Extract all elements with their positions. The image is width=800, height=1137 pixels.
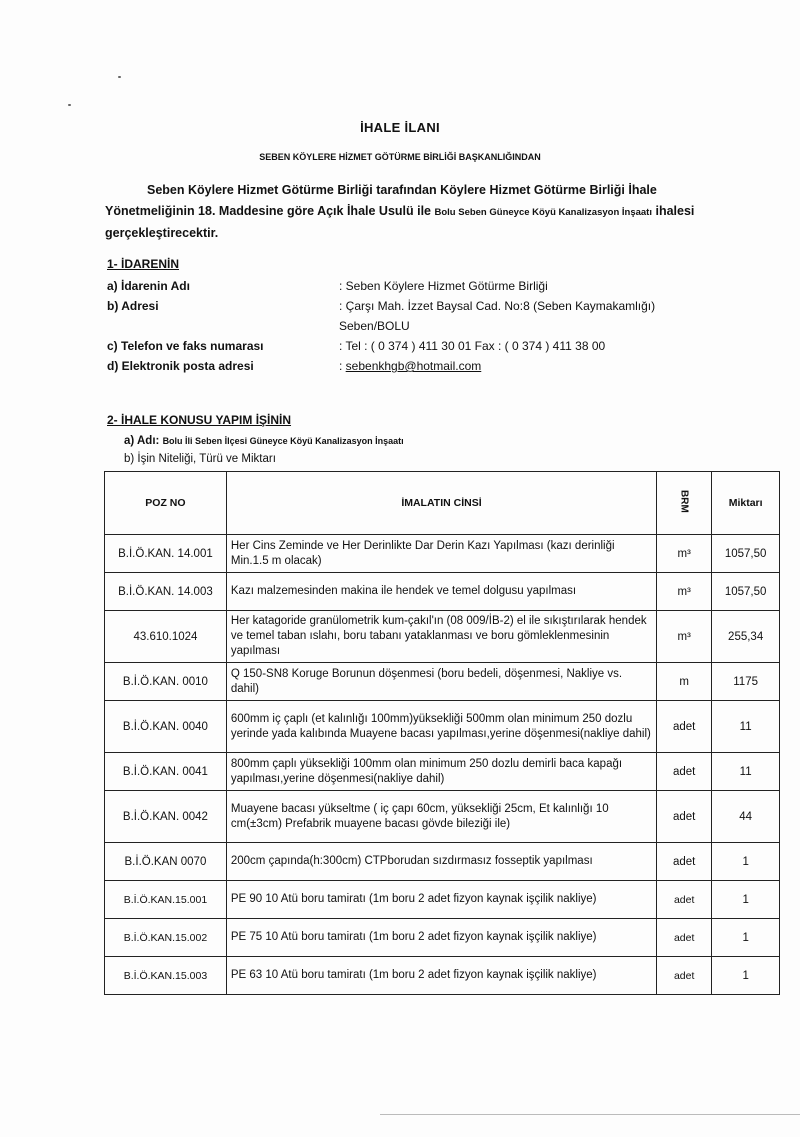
- section1-heading: 1- İDARENİN: [107, 257, 180, 271]
- unit-cell: adet: [657, 753, 712, 791]
- header-miktar: Miktarı: [712, 472, 780, 535]
- poz-cell: 43.610.1024: [105, 611, 227, 663]
- quantity-cell: 1: [712, 957, 780, 995]
- table-row: [105, 753, 780, 791]
- poz-cell: B.İ.Ö.KAN. 14.001: [105, 535, 227, 573]
- info-label: d) Elektronik posta adresi: [107, 359, 254, 373]
- unit-cell: m³: [657, 573, 712, 611]
- email-prefix: :: [339, 359, 346, 373]
- quantity-cell: 255,34: [712, 611, 780, 663]
- document-title: İHALE İLANI: [360, 120, 440, 135]
- intro-paragraph: [105, 180, 700, 244]
- description-cell: 600mm iç çaplı (et kalınlığı 100mm)yüksekliği 500mm olan minimum 250 dozlu yerinde yada kalıbında Muayene bacası yapılması,yerine döşenmesi(nakliye dahil): [226, 701, 656, 753]
- poz-cell: B.İ.Ö.KAN. 0042: [105, 791, 227, 843]
- header-imalat: İMALATIN CİNSİ: [226, 472, 656, 535]
- unit-cell: adet: [657, 843, 712, 881]
- poz-cell: B.İ.Ö.KAN.15.003: [105, 957, 227, 995]
- description-cell: Her Cins Zeminde ve Her Derinlikte Dar Derin Kazı Yapılması (kazı derinliği Min.1.5 m olacak): [226, 535, 656, 573]
- poz-cell: B.İ.Ö.KAN. 14.003: [105, 573, 227, 611]
- unit-cell: adet: [657, 791, 712, 843]
- info-value-wrap: [339, 356, 719, 376]
- section2-item-b: b) İşin Niteliği, Türü ve Miktarı: [124, 453, 276, 465]
- info-value: : Tel : ( 0 374 ) 411 30 01 Fax : ( 0 374 ) 411 38 00: [339, 339, 606, 353]
- poz-cell: B.İ.Ö.KAN. 0040: [105, 701, 227, 753]
- table-row: [105, 843, 780, 881]
- email-link[interactable]: sebenkhgb@hotmail.com: [345, 359, 482, 373]
- table-row: [105, 663, 780, 701]
- table-row: [105, 573, 780, 611]
- unit-cell: adet: [657, 701, 712, 753]
- poz-cell: B.İ.Ö.KAN. 0041: [105, 753, 227, 791]
- unit-cell: adet: [657, 919, 712, 957]
- header-brm-text: BRM: [678, 490, 690, 513]
- description-cell: PE 63 10 Atü boru tamiratı (1m boru 2 adet fizyon kaynak işçilik nakliye): [226, 957, 656, 995]
- quantity-cell: 1: [712, 919, 780, 957]
- scan-speck: [118, 76, 121, 78]
- work-items-table: [104, 471, 780, 995]
- poz-cell: B.İ.Ö.KAN.15.001: [105, 881, 227, 919]
- info-value: : Çarşı Mah. İzzet Baysal Cad. No:8 (Seben Kaymakamlığı) Seben/BOLU: [339, 299, 656, 333]
- page-edge-line: [380, 1114, 800, 1115]
- table-row: [105, 919, 780, 957]
- document-subtitle: SEBEN KÖYLERE HİZMET GÖTÜRME BİRLİĞİ BAŞKANLIĞINDAN: [259, 152, 541, 162]
- header-brm: [657, 472, 712, 535]
- poz-cell: B.İ.Ö.KAN. 0010: [105, 663, 227, 701]
- quantity-cell: 11: [712, 701, 780, 753]
- table-row: [105, 611, 780, 663]
- scan-speck: [68, 104, 71, 106]
- description-cell: Her katagoride granülometrik kum-çakıl'ın (08 009/İB-2) el ile sıkıştırılarak hendek ve temel taban ıslahı, boru tabanı yataklanması ve boru gömleklenmesinin yapılması: [226, 611, 656, 663]
- unit-cell: m: [657, 663, 712, 701]
- quantity-cell: 1057,50: [712, 535, 780, 573]
- info-value: : Seben Köylere Hizmet Götürme Birliği: [339, 279, 548, 293]
- item-a-value: Bolu İli Seben İlçesi Güneyce Köyü Kanalizasyon İnşaatı: [162, 436, 404, 446]
- intro-text-1: Seben Köylere Hizmet Götürme Birliği tarafından Köylere Hizmet Götürme Birliği İhale Yönetmeliğinin 18. Maddesine göre Açık İhale Usulü ile: [105, 183, 657, 218]
- unit-cell: adet: [657, 957, 712, 995]
- section2-item-a: [124, 435, 404, 447]
- description-cell: Muayene bacası yükseltme ( iç çapı 60cm, yüksekliği 25cm, Et kalınlığı 10 cm(±3cm) Prefabrik muayene bacası gövde bileziği ile): [226, 791, 656, 843]
- item-a-label: a) Adı:: [124, 435, 160, 447]
- quantity-cell: 1057,50: [712, 573, 780, 611]
- info-label: b) Adresi: [107, 299, 159, 313]
- quantity-cell: 44: [712, 791, 780, 843]
- unit-cell: m³: [657, 611, 712, 663]
- description-cell: PE 75 10 Atü boru tamiratı (1m boru 2 adet fizyon kaynak işçilik nakliye): [226, 919, 656, 957]
- intro-text-2: ihalesi gerçekleştirecektir.: [105, 204, 695, 240]
- intro-project-name: Bolu Seben Güneyce Köyü Kanalizasyon İnşaatı: [434, 207, 652, 218]
- table-row: [105, 881, 780, 919]
- description-cell: 200cm çapında(h:300cm) CTPborudan sızdırmasız fosseptik yapılması: [226, 843, 656, 881]
- unit-cell: adet: [657, 881, 712, 919]
- table-row: [105, 957, 780, 995]
- unit-cell: m³: [657, 535, 712, 573]
- table-row: [105, 791, 780, 843]
- poz-cell: B.İ.Ö.KAN.15.002: [105, 919, 227, 957]
- description-cell: Kazı malzemesinden makina ile hendek ve temel dolgusu yapılması: [226, 573, 656, 611]
- description-cell: Q 150-SN8 Koruge Borunun döşenmesi (boru bedeli, döşenmesi, Nakliye vs. dahil): [226, 663, 656, 701]
- quantity-cell: 11: [712, 753, 780, 791]
- info-label: c) Telefon ve faks numarası: [107, 339, 264, 353]
- table-row: [105, 701, 780, 753]
- table-row: [105, 535, 780, 573]
- description-cell: PE 90 10 Atü boru tamiratı (1m boru 2 adet fizyon kaynak işçilik nakliye): [226, 881, 656, 919]
- info-label: a) İdarenin Adı: [107, 279, 190, 293]
- header-poz-no: POZ NO: [105, 472, 227, 535]
- poz-cell: B.İ.Ö.KAN 0070: [105, 843, 227, 881]
- table-header-row: [105, 472, 780, 535]
- quantity-cell: 1175: [712, 663, 780, 701]
- quantity-cell: 1: [712, 881, 780, 919]
- section2-heading: 2- İHALE KONUSU YAPIM İŞİNİN: [107, 413, 292, 427]
- quantity-cell: 1: [712, 843, 780, 881]
- description-cell: 800mm çaplı yüksekliği 100mm olan minimum 250 dozlu demirli baca kapağı yapılması,yerine döşenmesi(nakliye dahil): [226, 753, 656, 791]
- table-body: [105, 535, 780, 995]
